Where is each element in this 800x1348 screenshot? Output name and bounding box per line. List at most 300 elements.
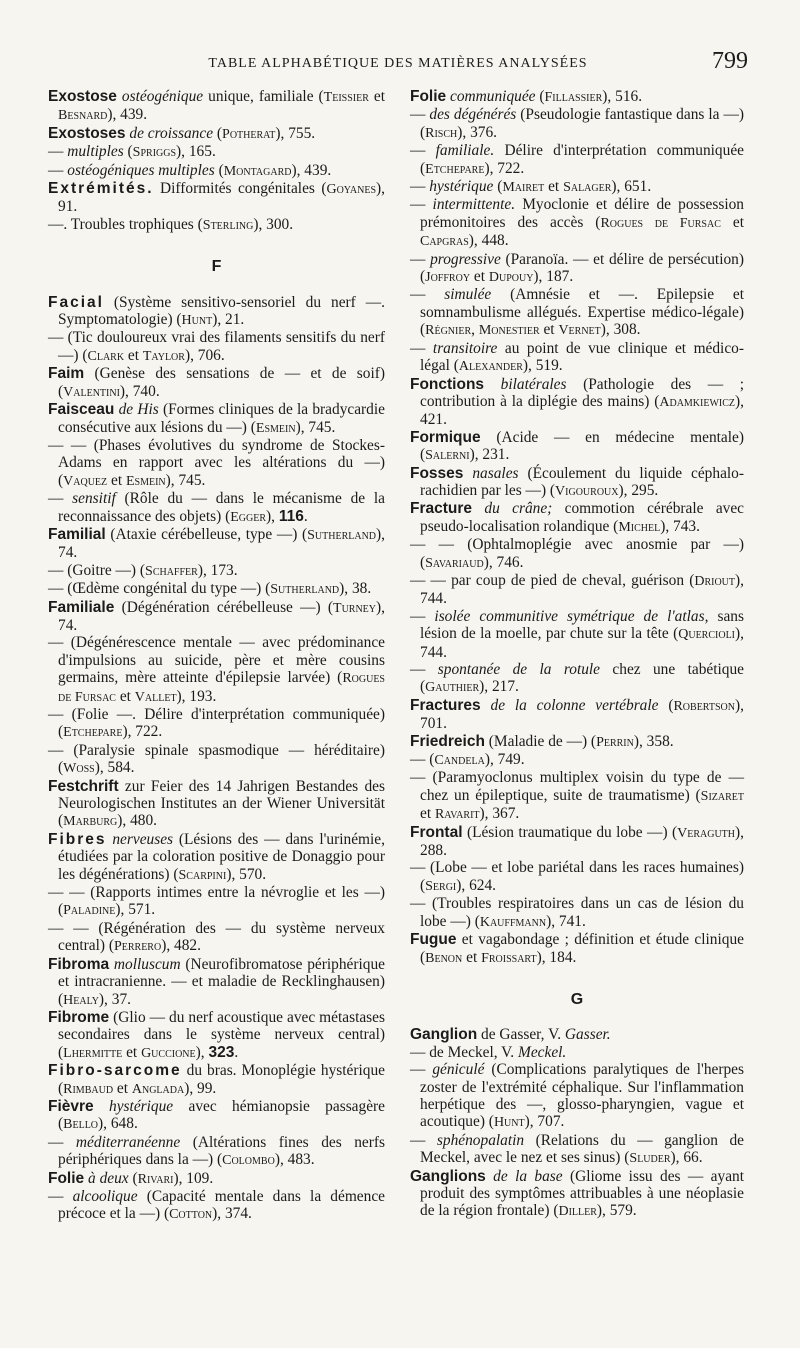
entry-heading: Fibro-sarcome	[48, 1062, 182, 1080]
entry-text: (	[128, 1169, 138, 1187]
index-entry	[48, 365, 385, 401]
entry-text: zur Feier des 14 Jahrigen Bestandes des Neurologischen Institutes an der Wiener Universität (	[58, 777, 385, 830]
entry-text: (Ataxie cérébelleuse, type —) (	[105, 525, 308, 543]
index-entry	[410, 142, 744, 178]
entry-qualifier: nerveuses	[112, 830, 174, 848]
index-entry	[410, 572, 744, 608]
entry-text: ), 165.	[176, 143, 216, 161]
entry-heading: Faim	[48, 365, 85, 383]
entry-text: au point de vue clinique et médico-légal (	[420, 339, 744, 375]
entry-text: (Complications paralytiques de l'herpes zoster de l'extrémité céphalique. Sur l'inflammation herpétique des —, glosso-pharyngien, vague et acoutique) (	[420, 1061, 744, 1131]
author-name: Perrin	[596, 734, 634, 750]
entry-text: ), 579.	[596, 1202, 637, 1220]
index-entry	[48, 401, 385, 437]
entry-text	[94, 1098, 109, 1115]
entry-heading: Facial	[48, 293, 104, 311]
index-entry	[48, 1188, 385, 1224]
entry-heading: Exostoses	[48, 124, 126, 142]
entry-text: ), 21.	[212, 311, 245, 329]
entry-qualifier: à deux	[88, 1169, 129, 1187]
entry-text: ), 421.	[420, 392, 744, 429]
author-name: Sergi	[425, 878, 457, 894]
entry-text: et	[470, 268, 489, 286]
entry-text: — (Goitre —) (	[48, 561, 146, 579]
entry-text: Délire d'interprétation communiquée (	[420, 142, 744, 177]
index-entry	[410, 286, 744, 339]
entry-text: ), 300.	[253, 215, 294, 233]
index-entry	[410, 824, 744, 860]
entry-text: (Maladie de —) (	[484, 732, 597, 750]
index-entry	[410, 931, 744, 967]
entry-text: ), 706.	[184, 346, 225, 364]
index-entry	[410, 429, 744, 465]
author-name: Anglada	[131, 1081, 185, 1097]
entry-text: (	[214, 161, 224, 179]
author-name: Froissart	[481, 950, 537, 966]
entry-text: ), 308.	[600, 321, 641, 339]
entry-heading: Fièvre	[48, 1097, 94, 1115]
entry-text: (Amnésie et —. Epilepsie et somnambulisme allégués. Expertise médico-légale) (	[420, 286, 744, 339]
author-name: Quercioli	[678, 627, 736, 643]
entry-text: (Neurofibromatose périphérique et intracranienne. — et maladie de Recklinghausen) (	[58, 955, 385, 1008]
index-entry	[410, 196, 744, 250]
author-name: Driout	[694, 573, 736, 589]
entry-text: (Pseudologie fantastique dans la —) (	[420, 106, 744, 141]
index-entry	[410, 536, 744, 572]
entry-text: — — (Régénération des — du système nerveux central) (	[48, 919, 385, 955]
entry-qualifier: de la colonne vertébrale	[490, 696, 659, 714]
author-name: Goyanes	[326, 182, 377, 198]
entry-text: et	[113, 1079, 132, 1097]
author-name: Potherat	[222, 126, 276, 142]
entry-qualifier: intermittente.	[432, 196, 516, 214]
entry-text: et	[462, 948, 482, 966]
entry-text: de Gasser, V.	[477, 1026, 565, 1044]
entry-heading: Fosses	[410, 464, 464, 482]
index-entry	[48, 742, 385, 778]
author-name: Veraguth	[677, 825, 736, 841]
entry-text: — (Folie —. Délire d'interprétation communiquée) (	[48, 706, 385, 741]
entry-text: ), 707.	[524, 1113, 565, 1131]
entry-text: ), 755.	[275, 124, 316, 142]
author-name: Risch	[425, 125, 458, 141]
entry-text: ), 66.	[670, 1149, 703, 1167]
entry-text: ), 193.	[176, 687, 217, 705]
entry-qualifier: ostéogénique	[121, 88, 204, 105]
right-column	[410, 88, 744, 1221]
entry-heading: Fibres	[48, 830, 107, 848]
entry-heading: Formique	[410, 428, 481, 446]
author-name: Perrero	[113, 939, 162, 955]
entry-text: — (Paralysie spinale spasmodique — héréditaire) (	[48, 741, 385, 777]
entry-qualifier: méditerranéenne	[75, 1133, 181, 1151]
entry-text: et	[107, 471, 126, 489]
index-entry	[48, 1098, 385, 1134]
entry-text: (Glio — du nerf acoustique avec métastases secondaires dans le système nerveux central) (	[58, 1008, 385, 1061]
index-entry	[48, 831, 385, 884]
entry-text: (Rôle du — dans le mécanisme de la reconnaissance des objets) (	[58, 490, 385, 525]
entry-text: —	[410, 286, 445, 304]
author-name: Hunt	[493, 1115, 525, 1131]
entry-text: —	[410, 250, 431, 268]
entry-qualifier: hystérique	[109, 1097, 174, 1115]
entry-qualifier: de la base	[493, 1167, 563, 1185]
entry-text: ), 376.	[457, 123, 498, 141]
entry-qualifier: Meckel.	[518, 1043, 567, 1061]
author-name: Vernet	[558, 323, 601, 339]
entry-text: du bras. Monoplégie hystérique (	[58, 1062, 385, 1097]
entry-text: ,	[471, 321, 479, 339]
entry-text: (Relations du — ganglion de Meckel, avec le nez et ses sinus) (	[420, 1131, 744, 1167]
entry-text: et	[420, 805, 435, 823]
entry-text: et	[720, 213, 744, 231]
page-number: 799	[712, 48, 748, 74]
entry-text: et	[124, 346, 143, 364]
index-entry	[48, 125, 385, 143]
index-entry	[48, 526, 385, 562]
entry-text: ), 483.	[274, 1151, 315, 1169]
entry-text: ), 516.	[602, 88, 643, 105]
section-letter: G	[570, 990, 584, 1008]
entry-text: ), 584.	[94, 759, 135, 777]
author-name: Rivari	[137, 1171, 174, 1187]
entry-text: ), 745.	[295, 418, 336, 436]
author-name: Paladine	[63, 903, 116, 919]
index-entry	[48, 920, 385, 956]
entry-text: ), 74.	[58, 525, 385, 562]
author-name: Vigouroux	[555, 483, 619, 499]
entry-text: ), 746.	[483, 553, 524, 571]
author-name: Salerni	[425, 448, 470, 464]
author-name: Mairet	[502, 180, 545, 196]
author-name: Sutherland	[270, 582, 340, 598]
index-entry	[410, 608, 744, 661]
author-name: Michel	[618, 519, 661, 535]
entry-heading: Fugue	[410, 931, 457, 949]
index-entry	[410, 1026, 744, 1043]
entry-text: sans lésion de la moelle, par chute sur la tête (	[420, 607, 744, 643]
entry-text: ), 624.	[456, 876, 497, 894]
entry-text: ), 367.	[479, 805, 520, 823]
index-entry	[410, 733, 744, 751]
entry-text: —	[48, 490, 73, 508]
entry-text: ), 38.	[339, 580, 372, 598]
entry-heading: 323	[208, 1043, 235, 1061]
entry-qualifier: molluscum	[113, 955, 181, 973]
entry-text: ), 519.	[522, 357, 563, 375]
index-entry	[410, 661, 744, 697]
author-name: Benon	[425, 950, 463, 966]
author-name: Esmein	[255, 420, 296, 436]
author-name: Turney	[333, 600, 377, 616]
entry-text: unique, familiale (	[203, 88, 324, 105]
entry-text: —	[410, 661, 438, 678]
entry-qualifier: communiquée	[450, 88, 536, 105]
index-entry	[48, 490, 385, 526]
index-entry	[410, 340, 744, 376]
entry-text: — (Dégénérescence mentale — avec prédominance d'impulsions au suicide, père et mère cousins germains, mère atteinte d'épilepsie larvée) (	[48, 634, 385, 687]
entry-text: —	[48, 143, 68, 161]
entry-heading: Fibrome	[48, 1008, 110, 1026]
author-name: Salager	[563, 180, 612, 196]
index-entry	[48, 88, 385, 125]
entry-text: — — (Ophtalmoplégie avec anosmie par —) (	[410, 536, 744, 571]
entry-heading: Festchrift	[48, 777, 119, 795]
index-entry	[410, 1168, 744, 1221]
entry-qualifier: bilatérales	[500, 375, 567, 393]
header-title: TABLE ALPHABÉTIQUE DES MATIÈRES ANALYSÉES	[208, 56, 588, 71]
entry-text: —	[410, 339, 433, 357]
entry-text	[472, 500, 484, 517]
entry-text: ), 651.	[611, 178, 652, 196]
entry-text: —	[410, 196, 433, 214]
entry-text: —	[410, 1061, 433, 1079]
entry-qualifier: nasales	[472, 464, 519, 482]
author-name: Lhermitte	[63, 1045, 123, 1061]
entry-text: ), 743.	[660, 517, 700, 535]
entry-text: et	[368, 88, 385, 105]
index-entry	[410, 1061, 744, 1132]
entry-text: (	[493, 178, 503, 196]
entry-text: et	[544, 178, 564, 196]
index-entry	[48, 956, 385, 1009]
author-name: Clark	[87, 348, 125, 364]
entry-qualifier: ostéogéniques multiples	[67, 161, 215, 179]
entry-text: ), 480.	[117, 812, 158, 830]
index-entry	[48, 1009, 385, 1062]
index-entry	[48, 180, 385, 216]
entry-text: ), 374.	[212, 1205, 252, 1223]
entry-text: ), 74.	[58, 598, 385, 634]
author-name: Kauffmann	[479, 914, 547, 930]
entry-text: ), 173.	[197, 561, 238, 579]
entry-text: ), 439.	[107, 106, 148, 124]
entry-qualifier: simulée	[444, 286, 492, 304]
entry-heading: Folie	[410, 88, 447, 105]
author-name: Besnard	[58, 108, 108, 124]
entry-heading: Frontal	[410, 823, 463, 841]
entry-qualifier: transitoire	[432, 339, 498, 357]
entry-text: et	[539, 321, 559, 339]
entry-text: ), 722.	[484, 159, 525, 177]
entry-qualifier: isolée communitive symétrique de l'atlas,	[434, 607, 709, 625]
entry-text: ), 288.	[420, 823, 744, 860]
index-entry	[410, 697, 744, 733]
entry-text: avec hémianopsie passagère (	[58, 1097, 385, 1133]
index-entry	[48, 329, 385, 365]
author-name: Guccione	[141, 1045, 196, 1061]
index-entry	[48, 580, 385, 598]
entry-qualifier: familiale.	[435, 142, 495, 160]
author-name: Taylor	[142, 348, 185, 364]
index-entry	[48, 216, 385, 234]
author-name: Sluder	[629, 1151, 671, 1167]
entry-text: (	[535, 88, 545, 105]
index-entry	[410, 1044, 744, 1061]
author-name: Joffroy	[425, 270, 471, 286]
entry-text: ), 570.	[226, 865, 267, 883]
entry-text: (Lésions des — dans l'urinémie, étudiées par la coloration positive de Donaggio pour les dégénérations) (	[58, 830, 385, 883]
author-name: Schaffer	[145, 563, 198, 579]
entry-heading: Fonctions	[410, 375, 485, 393]
entry-text: —	[410, 607, 435, 625]
author-name: Vallet	[134, 689, 177, 705]
entry-text: ), 91.	[58, 180, 385, 216]
entry-text: (Écoulement du liquide céphalo-rachidien par les —) (	[420, 464, 744, 499]
entry-text: Myoclonie et délire de possession prémonitoires des accès (	[420, 196, 744, 231]
entry-text: (	[123, 143, 133, 161]
entry-heading: Faisceau	[48, 401, 115, 419]
entry-heading: Familial	[48, 525, 106, 543]
entry-text: — de Meckel, V.	[410, 1043, 519, 1061]
entry-text: ),	[266, 507, 279, 525]
index-entry	[410, 769, 744, 823]
entry-heading: Exostose	[48, 88, 117, 105]
entry-heading: Friedreich	[410, 732, 485, 750]
entry-qualifier: du crâne;	[484, 500, 553, 518]
section-letter: F	[211, 258, 222, 276]
author-name: Capgras	[420, 234, 469, 250]
index-entry	[48, 1062, 385, 1098]
index-entry	[410, 376, 744, 429]
entry-text: — — par coup de pied de cheval, guérison (	[410, 571, 695, 589]
entry-qualifier: sphénopalatin	[436, 1131, 525, 1149]
author-name: Monestier	[478, 323, 540, 339]
index-entry	[48, 562, 385, 580]
entry-qualifier: Gasser.	[564, 1026, 611, 1044]
index-entry	[410, 1132, 744, 1168]
author-name: Etchepare	[63, 725, 123, 741]
entry-heading: Ganglion	[410, 1026, 478, 1044]
author-name: Sutherland	[307, 527, 377, 543]
entry-qualifier: spontanée de la rotule	[437, 661, 601, 678]
entry-text: commotion cérébrale avec pseudo-localisation rolandique (	[420, 500, 745, 535]
author-name: Montagard	[223, 163, 292, 179]
entry-text: ), 571.	[115, 901, 156, 919]
entry-text: ), 231.	[469, 446, 510, 464]
entry-text: ), 358.	[633, 732, 674, 750]
entry-text: ), 744.	[420, 625, 744, 661]
index-entry	[410, 751, 744, 769]
entry-text: ), 295.	[618, 481, 659, 499]
entry-text: ), 37.	[98, 990, 131, 1008]
entry-text: ), 448.	[468, 232, 509, 250]
entry-text: (Formes cliniques de la bradycardie consécutive aux lésions du —) (	[58, 401, 385, 436]
author-name: Alexander	[458, 359, 523, 375]
index-entry	[48, 437, 385, 490]
entry-text: .	[303, 507, 308, 525]
author-name: Savariaud	[425, 555, 484, 571]
entry-text: (Dégénération cérébelleuse —) (	[114, 598, 334, 616]
entry-text: ), 482.	[161, 937, 201, 955]
entry-text	[484, 376, 501, 393]
author-name: Rimbaud	[63, 1081, 114, 1097]
entry-text: (Altérations fines des nerfs périphériques dans la —) (	[58, 1133, 385, 1169]
entry-qualifier: alcoolique	[72, 1187, 138, 1205]
entry-qualifier: de His	[118, 401, 159, 419]
author-name: Candela	[434, 753, 485, 769]
author-name: Rogues de Fursac	[58, 671, 385, 705]
entry-text: (	[658, 696, 674, 714]
index-entry	[410, 500, 744, 536]
entry-heading: Fibroma	[48, 955, 110, 973]
entry-text: ), 722.	[122, 723, 163, 741]
index-entry	[48, 706, 385, 742]
entry-text: —	[48, 1133, 76, 1151]
index-entry	[48, 143, 385, 161]
index-entry	[410, 465, 744, 501]
entry-qualifier: progressive	[430, 250, 501, 268]
entry-heading: Fracture	[410, 500, 473, 518]
entry-heading: Extrémités.	[48, 180, 154, 198]
author-name: Robertson	[673, 698, 735, 714]
entry-text: chez une tabétique (	[420, 661, 744, 696]
entry-heading: Familiale	[48, 598, 115, 616]
author-name: Egger	[230, 509, 267, 525]
entry-text: et vagabondage ; définition et étude clinique (	[420, 931, 744, 966]
entry-heading: Ganglions	[410, 1167, 486, 1185]
entry-text: —	[48, 161, 68, 179]
entry-qualifier: des dégénérés	[429, 106, 517, 124]
entry-text: — (Paramyoclonus multiplex voisin du type de — chez un épileptique, suite de traumatisme) (	[410, 769, 744, 804]
author-name: Scarpini	[178, 867, 227, 883]
entry-text: ), 99.	[184, 1079, 217, 1097]
entry-text: (Système sensitivo-sensoriel du nerf —. Symptomatologie) (	[58, 293, 385, 329]
entry-text: — (Œdème congénital du type —) (	[48, 580, 271, 598]
entry-text: (Lésion traumatique du lobe —) (	[462, 823, 678, 841]
index-entry	[410, 106, 744, 142]
author-name: Marburg	[63, 814, 118, 830]
entry-qualifier: hystérique	[429, 178, 494, 196]
author-name: Diller	[558, 1204, 597, 1220]
entry-text: — (Lobe — et lobe pariétal dans les races humaines) (	[410, 859, 744, 894]
author-name: Woss	[63, 761, 95, 777]
entry-text: Difformités congénitales (	[153, 180, 327, 198]
author-name: Adamkiewicz	[659, 394, 736, 410]
entry-qualifier: de croissance	[129, 124, 214, 142]
entry-text: et	[122, 1043, 142, 1061]
author-name: Healy	[63, 992, 99, 1008]
author-name: Colombo	[222, 1153, 275, 1169]
entry-text: (Pathologie des — ; contribution à la diplégie des mains) (	[420, 375, 744, 410]
author-name: Gauthier	[425, 680, 480, 696]
entry-text: et	[115, 687, 135, 705]
entry-text: —	[48, 1187, 73, 1205]
index-entry	[48, 884, 385, 920]
index-entry	[48, 634, 385, 706]
author-name: Sterling	[202, 217, 254, 233]
entry-text: (Genèse des sensations de — et de soif) (	[58, 365, 385, 400]
entry-text: (Acide — en médecine mentale) (	[420, 428, 744, 464]
index-entry	[410, 88, 744, 106]
entry-text: — (	[410, 751, 435, 769]
author-name: Valentini	[63, 384, 120, 400]
author-name: Dupouy	[488, 270, 534, 286]
author-name: Esmein	[125, 473, 166, 489]
entry-text: ), 187.	[533, 268, 574, 286]
left-column	[48, 88, 385, 1224]
entry-text: (Gliome issu des — ayant produit des symptômes attribuables à une néoplasie de la région frontale) (	[420, 1167, 744, 1220]
entry-text: ),	[195, 1043, 209, 1061]
entry-text: —	[410, 178, 430, 196]
index-entry	[48, 1134, 385, 1170]
author-name: Rogues de Fursac	[600, 215, 721, 231]
entry-text: —	[410, 106, 430, 124]
author-name: Etchepare	[425, 161, 485, 177]
author-name: Fillassier	[544, 90, 603, 105]
entry-text: (Capacité mentale dans la démence précoce et la —) (	[58, 1187, 385, 1223]
entry-text: (Paranoïa. — et délire de persécution) (	[420, 250, 744, 286]
